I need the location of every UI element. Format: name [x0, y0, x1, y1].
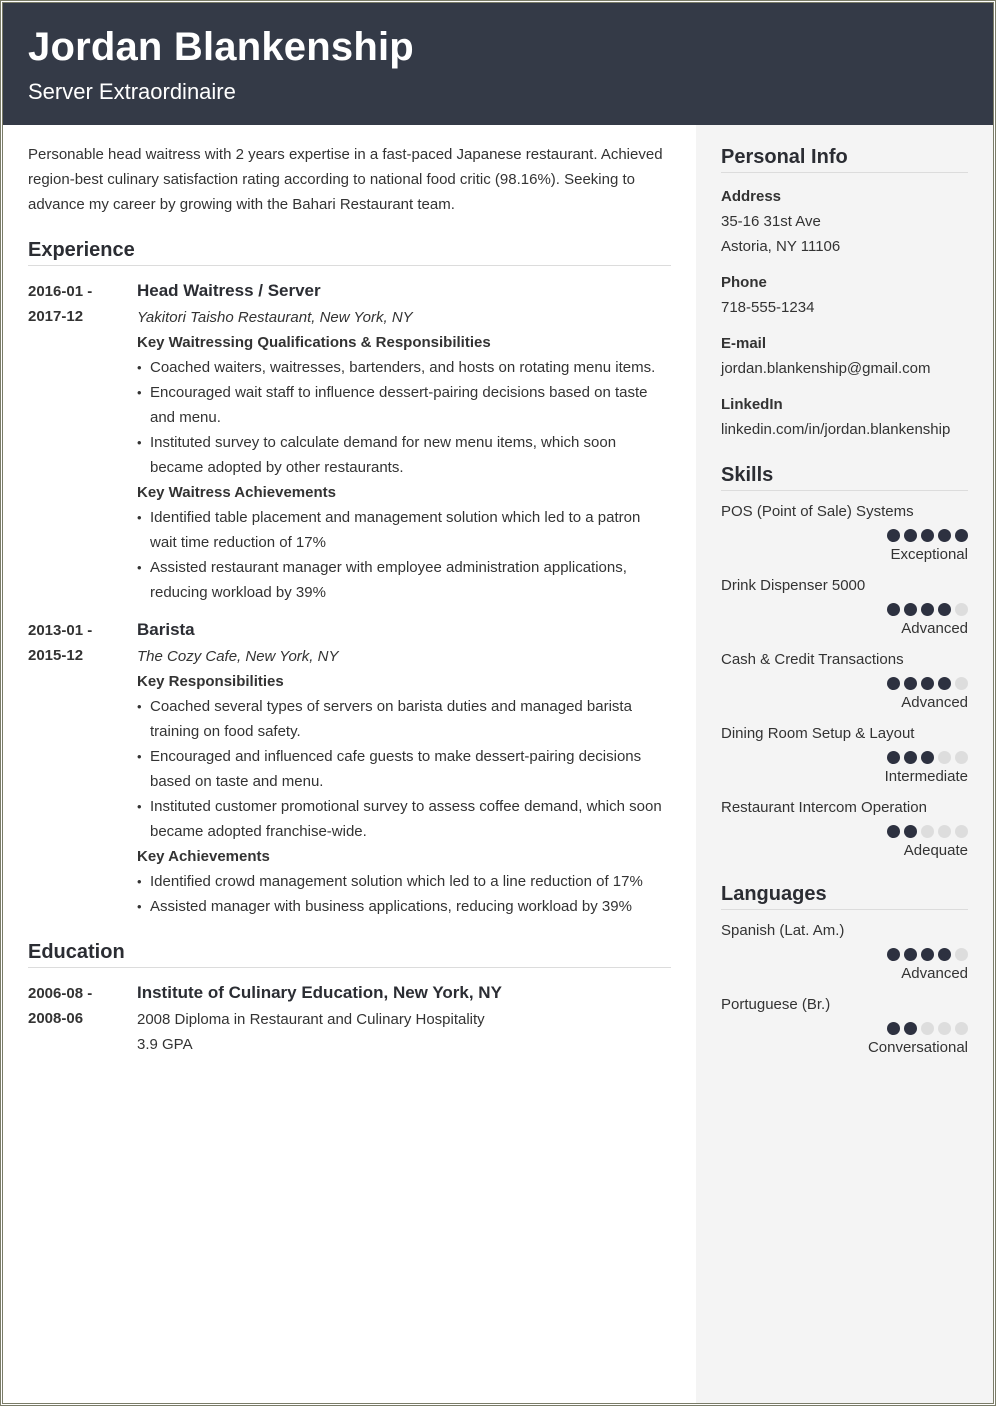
job-subheading: Key Responsibilities — [137, 673, 284, 690]
languages-list — [721, 921, 968, 1058]
rating-level: Exceptional — [890, 546, 968, 563]
rating-level: Advanced — [901, 694, 968, 711]
rating-name: Dining Room Setup & Layout — [721, 725, 915, 742]
degree: 2008 Diploma in Restaurant and Culinary Hospitality — [137, 1011, 485, 1028]
rating-level: Advanced — [901, 965, 968, 982]
candidate-subtitle: Server Extraordinaire — [28, 79, 236, 104]
rating-dot-icon — [921, 825, 934, 838]
job-subheading: Key Waitressing Qualifications & Responsibilities — [137, 334, 491, 351]
linkedin-value: linkedin.com/in/jordan.blankenship — [721, 421, 951, 438]
skills-list — [721, 502, 968, 861]
rating-dot-icon — [955, 677, 968, 690]
education-body — [137, 980, 671, 1057]
rating-dot-icon — [904, 603, 917, 616]
rating-dots — [721, 677, 968, 690]
education-heading: Education — [28, 941, 671, 968]
phone-label: Phone — [721, 274, 767, 291]
address-label: Address — [721, 188, 782, 205]
job-body — [137, 617, 671, 919]
rating-dot-icon — [904, 677, 917, 690]
rating-dot-icon — [887, 1022, 900, 1035]
school-name: Institute of Culinary Education, New York, NY — [137, 983, 502, 1002]
rating-dots — [721, 603, 968, 616]
date-end: 2008-06 — [28, 1010, 84, 1027]
rating-dot-icon — [955, 751, 968, 764]
job-company: The Cozy Cafe, New York, NY — [137, 648, 339, 665]
bullet-list — [137, 694, 671, 844]
email-value: jordan.blankenship@gmail.com — [721, 360, 931, 377]
personal-info-heading: Personal Info — [721, 146, 968, 173]
rating-dot-icon — [921, 603, 934, 616]
rating-dot-icon — [938, 603, 951, 616]
resume-header — [3, 3, 993, 125]
rating-dot-icon — [938, 825, 951, 838]
bullet-list — [137, 869, 671, 919]
linkedin-label: LinkedIn — [721, 396, 783, 413]
experience-entry — [28, 617, 671, 919]
experience-heading: Experience — [28, 239, 671, 266]
rating-dot-icon — [904, 825, 917, 838]
bullet-item: • Instituted survey to calculate demand for new menu items, which soon became adopted by other restaurants. — [137, 430, 671, 480]
rating-name: Restaurant Intercom Operation — [721, 799, 927, 816]
rating-name: Drink Dispenser 5000 — [721, 577, 866, 594]
skill-item — [721, 576, 968, 639]
rating-dots — [721, 751, 968, 764]
email-label: E-mail — [721, 335, 767, 352]
rating-dot-icon — [887, 529, 900, 542]
bullet-list — [137, 355, 671, 480]
rating-dot-icon — [955, 948, 968, 961]
bullet-item: • Encouraged wait staff to influence dessert-pairing decisions based on taste and menu. — [137, 380, 671, 430]
language-item — [721, 921, 968, 984]
rating-dot-icon — [921, 529, 934, 542]
bullet-item: • Coached waiters, waitresses, bartenders, and hosts on rotating menu items. — [137, 355, 671, 380]
rating-dot-icon — [904, 948, 917, 961]
rating-dot-icon — [904, 529, 917, 542]
rating-level: Adequate — [903, 842, 968, 859]
rating-dot-icon — [887, 825, 900, 838]
rating-dot-icon — [938, 751, 951, 764]
education-entry — [28, 980, 671, 1057]
date-start: 2016-01 - — [28, 283, 93, 300]
rating-dot-icon — [955, 825, 968, 838]
bullet-item: • Encouraged and influenced cafe guests to make dessert-pairing decisions based on taste and menu. — [137, 744, 671, 794]
rating-name: Cash & Credit Transactions — [721, 651, 904, 668]
skill-item — [721, 502, 968, 565]
job-title: Head Waitress / Server — [137, 281, 321, 300]
sidebar — [696, 125, 993, 1403]
rating-dot-icon — [887, 677, 900, 690]
language-item — [721, 995, 968, 1058]
bullet-list — [137, 505, 671, 605]
rating-dot-icon — [938, 1022, 951, 1035]
rating-level: Conversational — [867, 1039, 968, 1056]
rating-name: Portuguese (Br.) — [721, 996, 831, 1013]
job-subheading: Key Achievements — [137, 848, 270, 865]
rating-name: Spanish (Lat. Am.) — [721, 922, 845, 939]
rating-dot-icon — [921, 1022, 934, 1035]
rating-dot-icon — [904, 1022, 917, 1035]
candidate-name: Jordan Blankenship — [28, 25, 414, 69]
bullet-item: • Coached several types of servers on barista duties and managed barista training on food safety. — [137, 694, 671, 744]
rating-dot-icon — [887, 751, 900, 764]
rating-dot-icon — [921, 948, 934, 961]
summary: Personable head waitress with 2 years expertise in a fast-paced Japanese restaurant. Achieved region-best culinary satisfaction rating according to national food critic (98.16%). Seeking to advance my career by growing with the Bahari Restaurant team. — [28, 146, 663, 213]
job-company: Yakitori Taisho Restaurant, New York, NY — [137, 309, 413, 326]
rating-dots — [721, 948, 968, 961]
phone-value: 718-555-1234 — [721, 299, 815, 316]
rating-level: Advanced — [901, 620, 968, 637]
job-subheading: Key Waitress Achievements — [137, 484, 336, 501]
rating-dot-icon — [938, 948, 951, 961]
job-dates — [28, 617, 137, 919]
rating-dot-icon — [904, 751, 917, 764]
education-dates — [28, 980, 137, 1057]
skill-item — [721, 650, 968, 713]
rating-dot-icon — [938, 529, 951, 542]
rating-dot-icon — [921, 677, 934, 690]
gpa: 3.9 GPA — [137, 1036, 193, 1053]
date-end: 2017-12 — [28, 308, 84, 325]
job-body — [137, 278, 671, 605]
rating-dots — [721, 825, 968, 838]
main-column — [28, 125, 671, 1057]
experience-entry — [28, 278, 671, 605]
bullet-item: • Assisted restaurant manager with employee administration applications, reducing workload by 39% — [137, 555, 671, 605]
bullet-item: • Identified table placement and management solution which led to a patron wait time reduction of 17% — [137, 505, 671, 555]
rating-dot-icon — [955, 1022, 968, 1035]
bullet-item: • Identified crowd management solution which led to a line reduction of 17% — [137, 869, 671, 894]
bullet-item: • Assisted manager with business applications, reducing workload by 39% — [137, 894, 671, 919]
rating-dot-icon — [921, 751, 934, 764]
resume-page — [2, 2, 994, 1404]
date-start: 2013-01 - — [28, 622, 93, 639]
rating-dot-icon — [955, 603, 968, 616]
rating-dot-icon — [955, 529, 968, 542]
rating-name: POS (Point of Sale) Systems — [721, 503, 914, 520]
job-title: Barista — [137, 620, 195, 639]
skills-heading: Skills — [721, 464, 968, 491]
job-dates — [28, 278, 137, 605]
rating-dots — [721, 1022, 968, 1035]
date-start: 2006-08 - — [28, 985, 93, 1002]
address-line2: Astoria, NY 11106 — [721, 238, 841, 255]
rating-dot-icon — [938, 677, 951, 690]
rating-dot-icon — [887, 948, 900, 961]
skill-item — [721, 798, 968, 861]
date-end: 2015-12 — [28, 647, 84, 664]
rating-dot-icon — [887, 603, 900, 616]
address-line1: 35-16 31st Ave — [721, 213, 821, 230]
languages-heading: Languages — [721, 883, 968, 910]
skill-item — [721, 724, 968, 787]
rating-level: Intermediate — [884, 768, 968, 785]
rating-dots — [721, 529, 968, 542]
bullet-item: • Instituted customer promotional survey to assess coffee demand, which soon became adopted franchise-wide. — [137, 794, 671, 844]
sidebar-content — [721, 125, 968, 1058]
